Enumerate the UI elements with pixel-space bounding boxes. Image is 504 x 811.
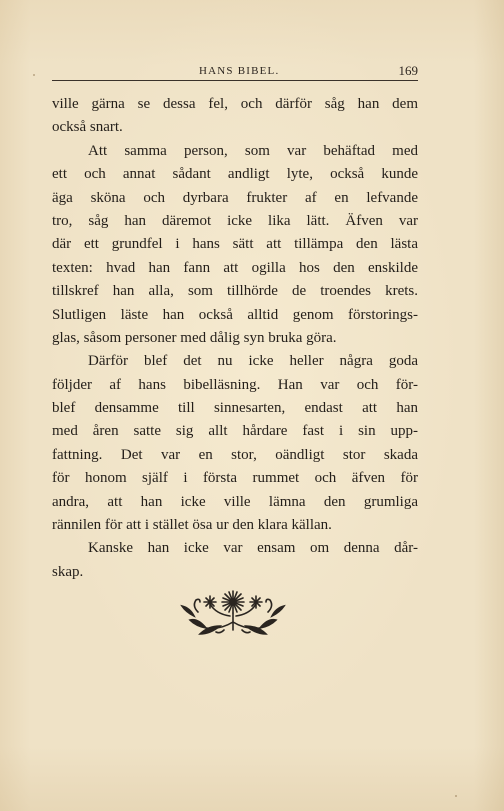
text-line: texten: hvad han fann att ogilla hos den enskilde [52, 259, 418, 276]
text-line: skap. [52, 563, 84, 580]
text-line: följder af hans bibelläsning. Han var och för- [52, 376, 418, 393]
text-line: äga sköna och dyrbara frukter af en lefvande [52, 189, 418, 206]
text-line: med åren satte sig allt hårdare fast i sin upp- [52, 423, 418, 440]
text-line: glas, såsom personer med dålig syn bruka göra. [52, 329, 337, 346]
running-head: HANS BIBEL. [199, 65, 280, 77]
text-line: också snart. [52, 119, 123, 136]
text-line: rännilen för att i stället ösa ur den klara källan. [52, 517, 332, 534]
body-text [52, 93, 418, 584]
paper-speck [33, 74, 35, 76]
page-header [52, 58, 418, 82]
text-line: för honom själf i första rummet och äfven för [52, 470, 418, 487]
page-number: 169 [398, 63, 418, 78]
text-line: Kanske han icke var ensam om denna dår- [88, 540, 418, 557]
text-line: blef densamme till sinnesarten, endast att han [52, 400, 418, 417]
text-line: tillskref han alla, som tillhörde de troendes krets. [52, 283, 418, 300]
text-line: tro, såg han däremot icke lika lätt. Äfven var [52, 212, 418, 229]
text-line: andra, att han icke ville lämna den grumliga [52, 493, 418, 510]
text-line: där ett grundfel i hans sätt att tillämpa den lästa [52, 236, 418, 253]
text-line: Slutligen läste han också alltid genom förstorings- [52, 306, 418, 323]
paper-speck [455, 795, 457, 797]
floral-ornament-icon [180, 586, 286, 636]
text-line: Att samma person, som var behäftad med [88, 142, 418, 159]
text-line: ville gärna se dessa fel, och därför såg han dem [52, 96, 418, 112]
text-line: ett och annat sådant andligt lyte, också kunde [52, 166, 418, 183]
text-line: Därför blef det nu icke heller några goda [88, 353, 418, 370]
text-line: fattning. Det var en stor, oändligt stor skada [52, 446, 418, 463]
header-rule [52, 80, 418, 81]
